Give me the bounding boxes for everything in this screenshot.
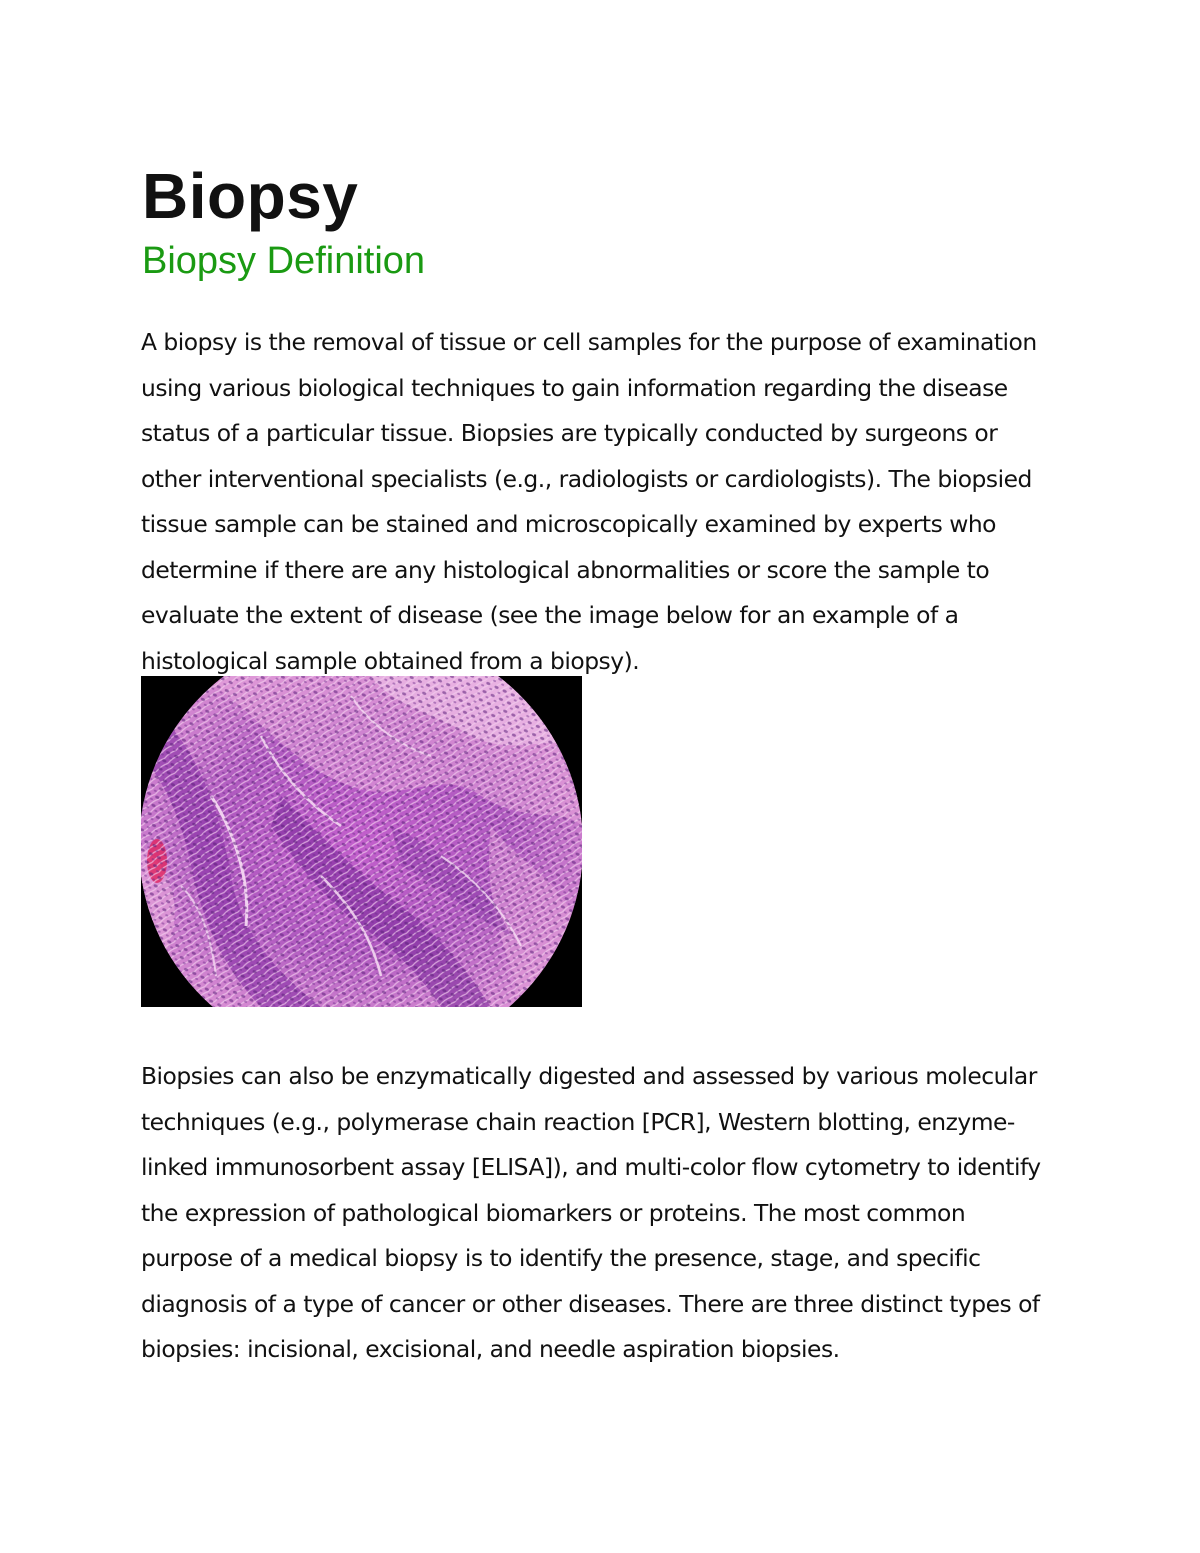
histology-micrograph-image bbox=[141, 676, 582, 1007]
text-line: status of a particular tissue. Biopsies are typically conducted by surgeons or bbox=[141, 419, 998, 447]
text-line: tissue sample can be stained and microscopically examined by experts who bbox=[141, 510, 996, 538]
paragraph-molecular-techniques bbox=[141, 1054, 1061, 1373]
section-heading: Biopsy Definition bbox=[142, 240, 426, 282]
text-line: A biopsy is the removal of tissue or cell samples for the purpose of examination bbox=[141, 328, 1037, 356]
text-line: linked immunosorbent assay [ELISA]), and multi-color flow cytometry to identify bbox=[141, 1153, 1041, 1181]
text-line: determine if there are any histological abnormalities or score the sample to bbox=[141, 555, 990, 584]
text-line: diagnosis of a type of cancer or other diseases. There are three distinct types of bbox=[141, 1289, 1040, 1318]
page-title: Biopsy bbox=[142, 160, 359, 232]
text-line: techniques (e.g., polymerase chain reaction [PCR], Western blotting, enzyme- bbox=[141, 1107, 1015, 1136]
text-line: using various biological techniques to gain information regarding the disease bbox=[141, 373, 1008, 402]
text-line: histological sample obtained from a biopsy). bbox=[141, 646, 640, 675]
micrograph-illustration bbox=[141, 676, 582, 1007]
text-line: other interventional specialists (e.g., radiologists or cardiologists). The biopsied bbox=[141, 464, 1032, 493]
text-line: evaluate the extent of disease (see the image below for an example of a bbox=[141, 601, 959, 629]
paragraph-definition bbox=[141, 320, 1061, 684]
text-line: biopsies: incisional, excisional, and needle aspiration biopsies. bbox=[141, 1335, 840, 1363]
text-line: purpose of a medical biopsy is to identify the presence, stage, and specific bbox=[141, 1244, 981, 1272]
text-line: the expression of pathological biomarkers or proteins. The most common bbox=[141, 1198, 966, 1227]
text-line: Biopsies can also be enzymatically digested and assessed by various molecular bbox=[141, 1062, 1037, 1090]
